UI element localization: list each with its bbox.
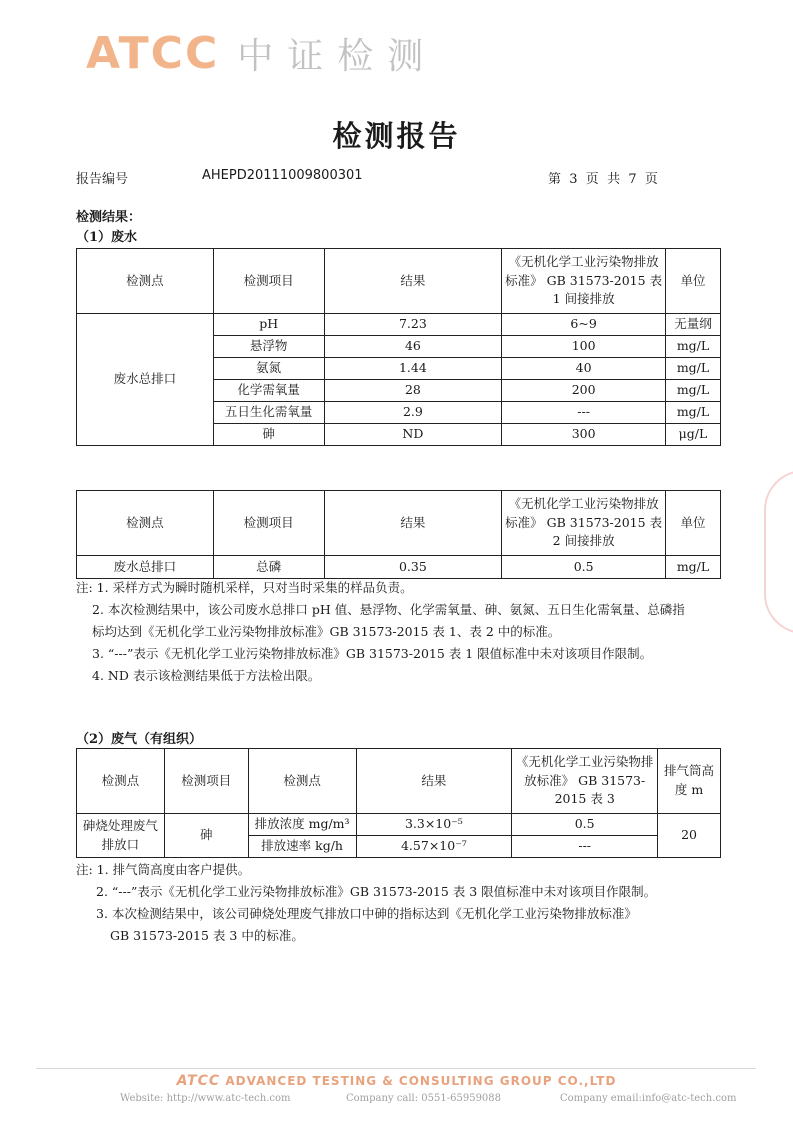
wastewater-table-2 — [76, 490, 721, 579]
footer-brand-text: ADVANCED TESTING & CONSULTING GROUP CO.,LTD — [225, 1074, 617, 1088]
header-cell: 单位 — [666, 249, 721, 314]
header-cell: 《无机化学工业污染物排放标准》 GB 31573-2015 表 1 间接排放 — [502, 249, 666, 314]
table-cell: 排放浓度 mg/m³ — [248, 814, 356, 836]
sampling-point: 废水总排口 — [77, 556, 214, 579]
table-cell: 100 — [502, 336, 666, 358]
report-number: AHEPD20111009800301 — [202, 168, 363, 183]
table-cell: 0.5 — [502, 556, 666, 579]
note-line: 标均达到《无机化学工业污染物排放标准》GB 31573-2015 表 1、表 2 中的标准。 — [92, 624, 561, 639]
page-title: 检测报告 — [332, 119, 461, 153]
sampling-point: 废水总排口 — [77, 314, 214, 446]
table-cell: pH — [213, 314, 324, 336]
header-cell: 检测点 — [77, 491, 214, 556]
results-heading: 检测结果： — [76, 210, 142, 225]
footer-brand — [0, 1073, 793, 1089]
header-cell: 结果 — [324, 249, 502, 314]
table-cell: 总磷 — [213, 556, 324, 579]
table-cell: --- — [502, 402, 666, 424]
table-cell: 悬浮物 — [213, 336, 324, 358]
note-line: 2. “---”表示《无机化学工业污染物排放标准》GB 31573-2015 表 3 限值标准中未对该项目作限制。 — [96, 884, 657, 899]
table-cell: 氨氮 — [213, 358, 324, 380]
table-cell: 28 — [324, 380, 502, 402]
table-cell: 3.3×10⁻⁵ — [356, 814, 512, 836]
note-line: 4. ND 表示该检测结果低于方法检出限。 — [92, 668, 321, 683]
table-cell: 砷 — [213, 424, 324, 446]
table-cell: μg/L — [666, 424, 721, 446]
table-cell: --- — [512, 836, 658, 858]
table-cell: 40 — [502, 358, 666, 380]
note-line: 3. “---”表示《无机化学工业污染物排放标准》GB 31573-2015 表 1 限值标准中未对该项目作限制。 — [92, 646, 653, 661]
footer-email: Company email:info@atc-tech.com — [560, 1093, 737, 1104]
note-line: 注: 1. 采样方式为瞬时随机采样，只对当时采集的样品负责。 — [76, 580, 413, 595]
header-cell: 检测项目 — [213, 249, 324, 314]
header-cell: 检测点 — [248, 749, 356, 814]
note-line: GB 31573-2015 表 3 中的标准。 — [110, 928, 304, 943]
note-line: 注: 1. 排气筒高度由客户提供。 — [76, 862, 251, 877]
note-line: 2. 本次检测结果中，该公司废水总排口 pH 值、悬浮物、化学需氧量、砷、氨氮、五日生化需氧量、总磷指 — [92, 602, 685, 617]
header-cell: 检测点 — [77, 249, 214, 314]
header-cell: 结果 — [324, 491, 502, 556]
table-cell: 1.44 — [324, 358, 502, 380]
table-cell: mg/L — [666, 380, 721, 402]
header-cell: 检测项目 — [213, 491, 324, 556]
table-cell: ND — [324, 424, 502, 446]
table-cell: 4.57×10⁻⁷ — [356, 836, 512, 858]
sampling-point: 砷烧处理废气排放口 — [77, 814, 165, 858]
table-cell: mg/L — [666, 556, 721, 579]
header-cell: 检测项目 — [164, 749, 248, 814]
stack-height: 20 — [658, 814, 721, 858]
wastewater-notes — [76, 577, 685, 687]
header-cell: 《无机化学工业污染物排放标准》 GB 31573-2015 表 3 — [512, 749, 658, 814]
table-cell: 46 — [324, 336, 502, 358]
table-cell: 200 — [502, 380, 666, 402]
header-cell: 单位 — [666, 491, 721, 556]
footer-website: Website: http://www.atc-tech.com — [120, 1093, 291, 1104]
footer-phone: Company call: 0551-65959088 — [346, 1093, 502, 1104]
table-cell: 五日生化需氧量 — [213, 402, 324, 424]
page-indicator: 第 3 页 共 7 页 — [548, 172, 658, 187]
table-cell: 化学需氧量 — [213, 380, 324, 402]
exhaust-notes — [76, 859, 656, 947]
header-cell: 《无机化学工业污染物排放标准》 GB 31573-2015 表 2 间接排放 — [502, 491, 666, 556]
table-cell: mg/L — [666, 336, 721, 358]
wastewater-heading: （1）废水 — [76, 230, 138, 245]
company-logo — [86, 28, 437, 79]
header-cell: 检测点 — [77, 749, 165, 814]
table-cell: 0.35 — [324, 556, 502, 579]
exhaust-table — [76, 748, 721, 858]
seal-stamp — [764, 470, 793, 634]
table-cell: 2.9 — [324, 402, 502, 424]
logo-name: 中证检测 — [237, 36, 438, 77]
report-number-label: 报告编号 — [76, 172, 129, 187]
table-cell: 300 — [502, 424, 666, 446]
header-cell: 排气筒高度 m — [658, 749, 721, 814]
table-cell: 砷 — [164, 814, 248, 858]
table-cell: mg/L — [666, 402, 721, 424]
table-cell: 0.5 — [512, 814, 658, 836]
logo-mark: ATCC — [86, 28, 220, 79]
table-cell: 无量纲 — [666, 314, 721, 336]
table-cell: mg/L — [666, 358, 721, 380]
wastewater-table-1 — [76, 248, 721, 446]
note-line: 3. 本次检测结果中，该公司砷烧处理废气排放口中砷的指标达到《无机化学工业污染物排放标准》 — [96, 906, 637, 921]
table-cell: 排放速率 kg/h — [248, 836, 356, 858]
footer-divider — [36, 1068, 756, 1069]
table-cell: 7.23 — [324, 314, 502, 336]
table-cell: 6~9 — [502, 314, 666, 336]
exhaust-heading: （2）废气（有组织） — [76, 732, 203, 747]
footer-brand-mark: ATCC — [176, 1073, 221, 1089]
header-cell: 结果 — [356, 749, 512, 814]
